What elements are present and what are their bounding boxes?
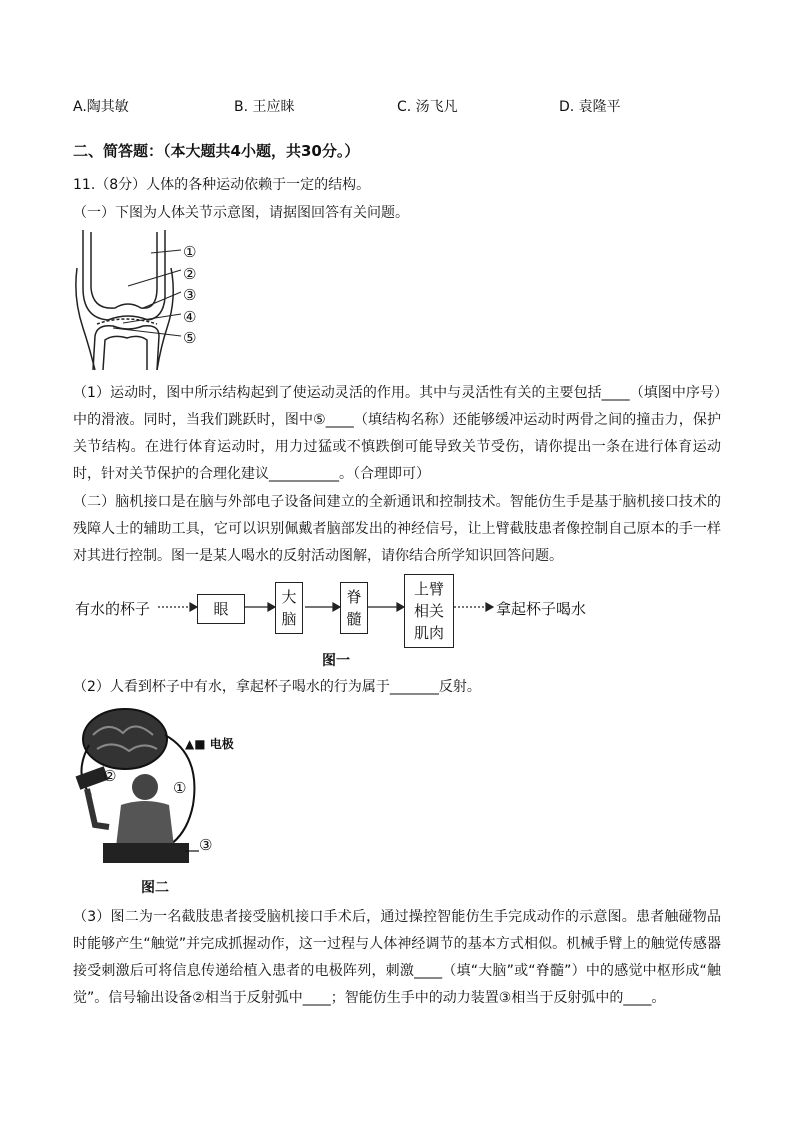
question-2-text: （2）人看到杯子中有水，拿起杯子喝水的行为属于_______反射。 bbox=[73, 679, 481, 695]
question-1-text: （1）运动时，图中所示结构起到了使运动灵活的作用。其中与灵活性有关的主要包括____（填图中序号）中的滑液。同时，当我们跳跃时，图中⑤____（填结构名称）还能够缓冲运动时两骨之间的撞击力，保护关节结构。在进行体育运动时，用力过猛或不慎跌倒可能导致关节受伤，请你提出一条在进行体育运动时，针对关节保护的合理化建议__________。（合理即可） bbox=[73, 385, 721, 482]
option-c: C. 汤飞凡 bbox=[397, 99, 458, 115]
option-a: A.陶其敏 bbox=[73, 99, 129, 115]
flow-box-muscle: 上臂相关肌肉 bbox=[404, 574, 454, 648]
joint-label-2: ② bbox=[183, 264, 197, 283]
figure-1-caption: 图一 bbox=[322, 653, 350, 669]
electrode-legend bbox=[185, 735, 234, 752]
part1-intro: （一）下图为人体关节示意图，请据图回答有关问题。 bbox=[73, 205, 409, 221]
section-title: 二、简答题：（本大题共4小题，共30分。） bbox=[73, 142, 360, 160]
joint-label-5: ⑤ bbox=[183, 329, 197, 347]
electrode-marker-icon: ▲■ bbox=[185, 737, 206, 751]
fig2-label-3: ③ bbox=[199, 836, 213, 854]
question-stem: 11.（8分）人体的各种运动依赖于一定的结构。 bbox=[73, 177, 371, 193]
joint-label-1: ① bbox=[183, 243, 197, 261]
fig2-label-1: ① bbox=[173, 779, 187, 797]
flow-box-spinal-cord: 脊髓 bbox=[340, 582, 368, 634]
figure-2-caption: 图二 bbox=[141, 880, 169, 896]
flow-box-brain: 大脑 bbox=[275, 582, 303, 634]
option-d: D. 袁隆平 bbox=[559, 99, 621, 115]
fig2-label-2: ② bbox=[103, 767, 117, 785]
electrode-label: 电极 bbox=[209, 737, 234, 751]
figure-1-flow bbox=[0, 570, 794, 670]
option-b: B. 王应睐 bbox=[234, 99, 295, 115]
flow-start: 有水的杯子 bbox=[75, 600, 151, 618]
joint-labels bbox=[183, 242, 196, 350]
question-3-text: （3）图二为一名截肢患者接受脑机接口手术后，通过操控智能仿生手完成动作的示意图。患者触碰物品时能够产生“触觉”并完成抓握动作，这一过程与人体神经调节的基本方式相似。机械手臂上的触觉传感器接受刺激后可将信息传递给植入患者的电极阵列，刺激____（填“大脑”或“脊髓”）中的感觉中枢形成“触觉”。信号输出设备②相当于反射弧中____；智能仿生手中的动力装置③相当于反射弧中的____。 bbox=[73, 909, 721, 1006]
joint-label-4: ④ bbox=[183, 307, 197, 326]
flow-box-eye: 眼 bbox=[197, 594, 245, 624]
flow-end: 拿起杯子喝水 bbox=[496, 600, 587, 618]
bci-illustration bbox=[73, 705, 263, 875]
figure-2 bbox=[73, 705, 263, 895]
part2-text: （二）脑机接口是在脑与外部电子设备间建立的全新通讯和控制技术。智能仿生手是基于脑机接口技术的残障人士的辅助工具，它可以识别佩戴者脑部发出的神经信号，让上臂截肢患者像控制自己原本的手一样对其进行控制。图一是某人喝水的反射活动图解，请你结合所学知识回答问题。 bbox=[73, 494, 721, 564]
joint-label-3: ③ bbox=[183, 286, 197, 304]
